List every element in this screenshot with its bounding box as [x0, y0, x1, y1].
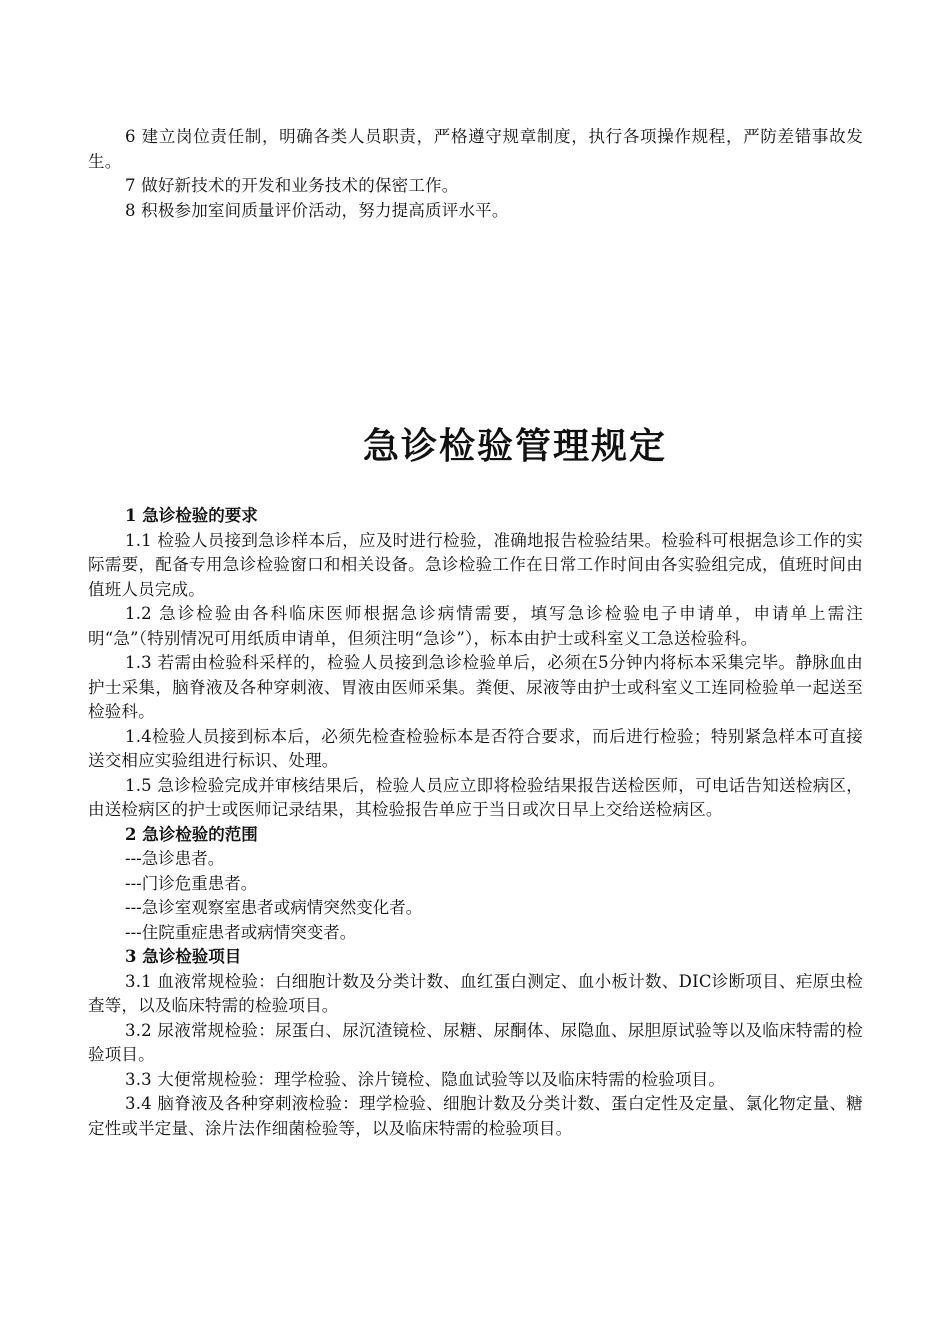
- section-item: 3.4 脑脊液及各种穿刺液检验：理学检验、细胞计数及分类计数、蛋白定性及定量、氯化物定量、糖定性或半定量、涂片法作细菌检验等，以及临床特需的检验项目。: [88, 1094, 863, 1138]
- list-item: 6 建立岗位责任制，明确各类人员职责，严格遵守规章制度，执行各项操作规程，严防差错事故发生。: [88, 127, 863, 171]
- section-item: 3.2 尿液常规检验：尿蛋白、尿沉渣镜检、尿糖、尿酮体、尿隐血、尿胆原试验等以及临床特需的检验项目。: [88, 1020, 863, 1064]
- section-item: 1.5 急诊检验完成并审核结果后，检验人员应立即将检验结果报告送检医师，可电话告知送检病区，由送检病区的护士或医师记录结果，其检验报告单应于当日或次日早上交给送检病区。: [88, 775, 863, 819]
- section-heading: 1 急诊检验的要求: [125, 506, 258, 525]
- section-heading: 2 急诊检验的范围: [125, 824, 258, 844]
- list-item: 7 做好新技术的开发和业务技术的保密工作。: [125, 176, 459, 195]
- main-content: [88, 504, 863, 1141]
- top-list: [88, 125, 863, 223]
- section-item: 1.3 若需由检验科采样的，检验人员接到急诊检验单后，必须在5分钟内将标本采集完毕。静脉血由护士采集，脑脊液及各种穿刺液、胃液由医师采集。粪便、尿液等由护士或科室义工连同检验单一起送至检验科。: [88, 653, 863, 721]
- section-item: 1.2 急诊检验由各科临床医师根据急诊病情需要，填写急诊检验电子申请单，申请单上需注明“急”（特别情况可用纸质申请单，但须注明“急诊”），标本由护士或科室义工急送检验科。: [88, 604, 863, 648]
- section-item: 3.1 血液常规检验：白细胞计数及分类计数、血红蛋白测定、血小板计数、DIC诊断项目、疟原虫检查等，以及临床特需的检验项目。: [88, 971, 863, 1015]
- list-item: 8 积极参加室间质量评价活动，努力提高质评水平。: [125, 200, 509, 220]
- range-item: ---急诊室观察室患者或病情突然变化者。: [125, 898, 423, 917]
- section-item: 3.3 大便常规检验：理学检验、涂片镜检、隐血试验等以及临床特需的检验项目。: [125, 1069, 726, 1089]
- page-title: 急诊检验管理规定: [362, 426, 667, 467]
- section-item: 1.4检验人员接到标本后，必须先检查检验标本是否符合要求，而后进行检验；特别紧急样本可直接送交相应实验组进行标识、处理。: [88, 726, 863, 770]
- range-item: ---门诊危重患者。: [125, 873, 258, 893]
- section-item: 1.1 检验人员接到急诊样本后，应及时进行检验，准确地报告检验结果。检验科可根据急诊工作的实际需要，配备专用急诊检验窗口和相关设备。急诊检验工作在日常工作时间由各实验组完成，值班时间由值班人员完成。: [88, 530, 863, 599]
- section-heading: 3 急诊检验项目: [125, 947, 242, 966]
- range-item: ---住院重症患者或病情突变者。: [125, 922, 357, 942]
- range-item: ---急诊患者。: [125, 849, 225, 868]
